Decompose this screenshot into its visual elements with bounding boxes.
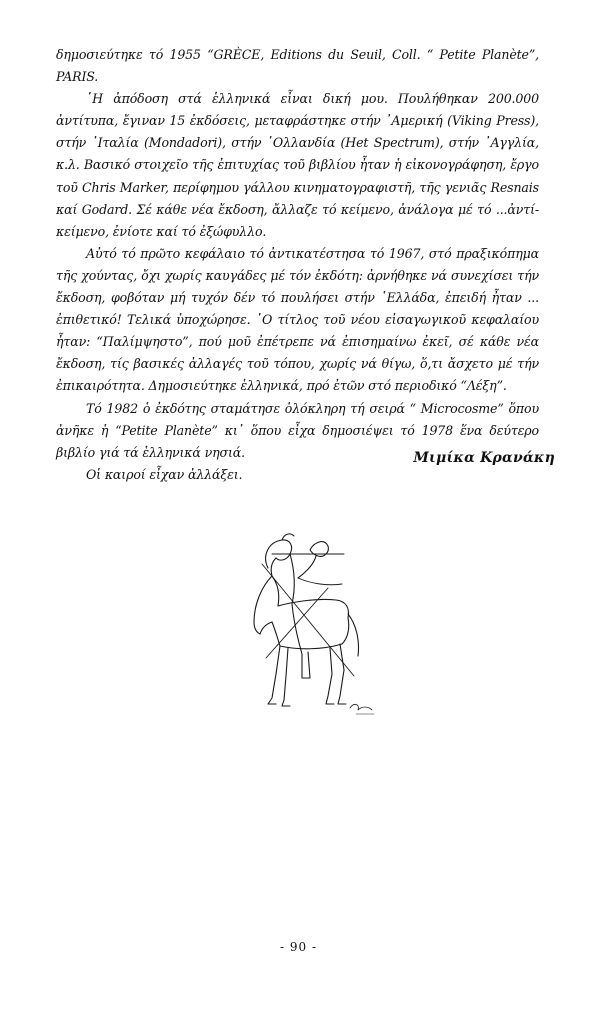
paragraph-1: δημοσιεύτηκε τό 1955 “GRÈCE, Editions du Seuil, Coll. “ Petite Planète”, PARIS. (56, 47, 539, 85)
paragraph-3: Αὐτό τό πρῶτο κεφάλαιο τό ἀντικατέστησα τό 1967, στό πραξικόπημα τῆς χούντας, ὄχι χωρίς καυγάδες μέ τόν ἐκδότη: ἀρνήθηκε νά συνεχίσει τήν ἔκδοση, φοβόταν μή τυχόν δέν τό πουλήσει στήν ῾Ελλάδα, ἐπειδή ἦταν ... ἐπιθετικό! Τελικά ὑποχώρησε. ῾Ο τίτλος τοῦ νέου εἰσαγωγικοῦ κεφαλαίου ἦταν: “Παλίμψηστο”, πού μοῦ ἐπέτρεπε νά ἐπισημαίνω ἐκεῖ, σέ κάθε νέα ἔκδοση, τίς βασικές ἀλλαγές τοῦ τόπου, χωρίς νά θίγω, ὅ,τι ἄσχετο μέ τήν ἐπικαιρότητα. Δημοσιεύτηκε ἑλληνικά, πρό ἐτῶν στό περιοδικό “Λέξη”. (56, 245, 539, 394)
paragraph-5: Οἱ καιροί εἶχαν ἀλλάξει. (86, 466, 243, 482)
author-signature: Μιμίκα Κρανάκη (413, 450, 555, 466)
page-number: - 90 - (279, 940, 317, 954)
paragraph-2: ῾Η ἀπόδοση στά ἑλληνικά εἶναι δική μου. Πουλήθηκαν 200.000 ἀντίτυπα, ἔγιναν 15 ἐκδόσεις, μεταφράστηκε στήν ᾿Αμερική (Viking Press), στήν ᾿Ιταλία (Mondadori), στήν ῾Ολλανδία (Het Spectrum), στήν ᾿Αγγλία, κ.λ. Βασικό στοιχεῖο τῆς ἐπιτυχίας τοῦ βιβλίου ἦταν ἡ εἰκονογράφηση, ἔργο τοῦ Chris Marker, περίφημου γάλλου κινηματογραφιστῆ, τῆς γενιᾶς Resnais καί Godard. Σέ κάθε νέα ἔκδοση, ἄλλαζε τό κείμενο, ἀνάλογα μέ τό ...ἀντί-κείμενο, ἐνίοτε καί τό ἐξώφυλλο. (56, 91, 539, 239)
body-text (56, 44, 539, 486)
paragraph-4: Τό 1982 ὁ ἐκδότης σταμάτησε ὁλόκληρη τή σειρά “ Microcosme” ὅπου ἀνῆκε ἡ “Petite Planète” κι᾿ ὅπου εἶχα δημοσιέψει τό 1978 ἕνα δεύτερο βιβλίο γιά τά ἑλληνικά νησιά. (56, 400, 539, 460)
horse-rider-illustration (232, 528, 380, 720)
